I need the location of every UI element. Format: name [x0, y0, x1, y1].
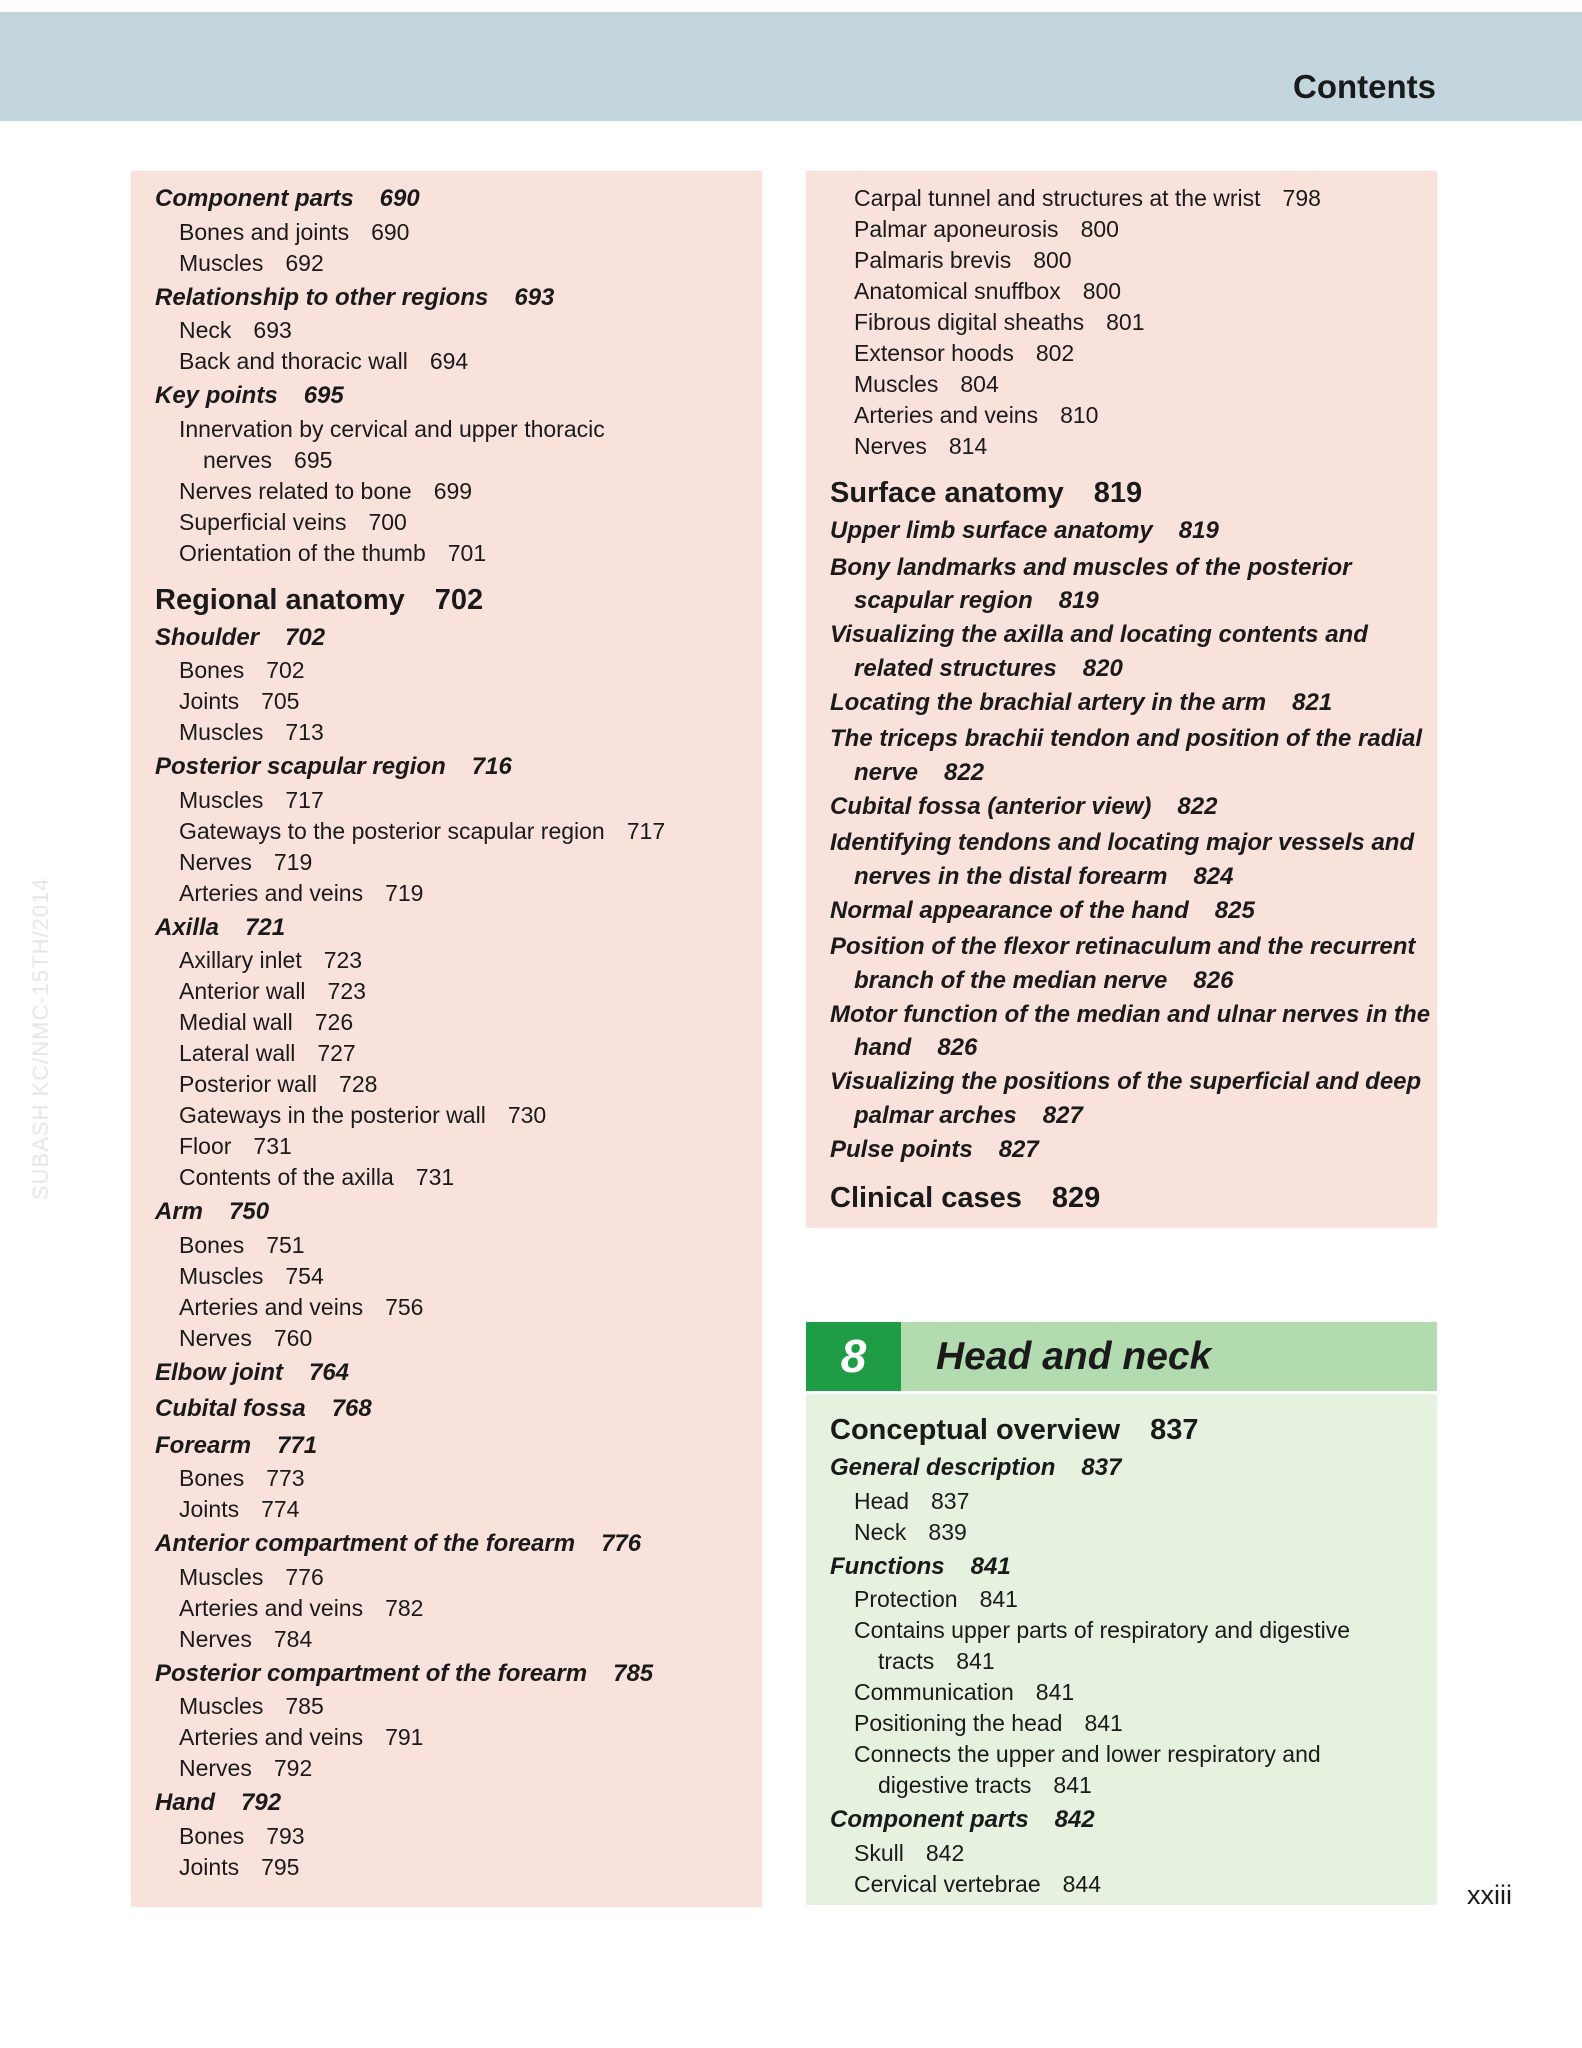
toc-page-number: 795 — [261, 1853, 300, 1880]
toc-page-number: 702 — [285, 623, 326, 651]
toc-section-heading — [830, 475, 1142, 511]
toc-entry-title: hand — [854, 1034, 912, 1061]
toc-page-number: 694 — [429, 348, 469, 374]
toc-entry — [155, 1787, 281, 1818]
toc-subentry — [854, 1838, 964, 1869]
toc-entry-title: Identifying tendons and locating major vessels and — [830, 829, 1415, 856]
toc-entry-title: Conceptual overview — [830, 1414, 1121, 1446]
toc-entry-title: Arteries and veins — [179, 879, 364, 906]
toc-entry-title: Connects the upper and lower respiratory and — [854, 1741, 1321, 1767]
toc-page-number: 841 — [1035, 1679, 1075, 1705]
toc-entry-title: Locating the brachial artery in the arm — [830, 688, 1267, 716]
toc-entry — [155, 1196, 269, 1227]
toc-subentry — [854, 369, 999, 400]
toc-page-number: 842 — [1054, 1806, 1095, 1833]
toc-page-number: 723 — [327, 978, 366, 1004]
page-title: Contents — [1293, 68, 1436, 105]
toc-subentry — [179, 1562, 324, 1593]
toc-page-number: 728 — [339, 1071, 378, 1097]
toc-page-number: 814 — [948, 433, 988, 459]
toc-subentry — [179, 1852, 299, 1883]
toc-page-number: 841 — [956, 1648, 995, 1674]
toc-page-number: 713 — [285, 719, 324, 745]
toc-subentry — [854, 1677, 1074, 1708]
toc-entry-title: Communication — [854, 1679, 1014, 1705]
toc-page-number: 719 — [273, 848, 313, 875]
toc-entry-title: Gateways to the posterior scapular region — [179, 817, 605, 844]
toc-subentry — [179, 248, 324, 279]
toc-entry — [830, 931, 1415, 962]
toc-entry-title: Bones — [179, 657, 245, 683]
toc-subentry — [878, 1770, 1092, 1801]
toc-entry-title: Protection — [854, 1586, 958, 1612]
toc-subentry — [179, 476, 472, 507]
toc-entry — [854, 1100, 1083, 1131]
toc-entry-title: Skull — [854, 1839, 904, 1866]
toc-page-number: 792 — [273, 1755, 313, 1781]
toc-subentry — [179, 945, 362, 976]
toc-entry-title: Muscles — [179, 1262, 264, 1289]
toc-page-number: 802 — [1035, 340, 1075, 366]
toc-entry-title: Arteries and veins — [179, 1594, 364, 1621]
toc-entry-title: palmar arches — [854, 1101, 1017, 1129]
toc-page-number: 705 — [261, 688, 300, 714]
toc-entry-title: Fibrous digital sheaths — [854, 309, 1085, 335]
toc-page-number: 827 — [1042, 1101, 1083, 1129]
toc-entry-title: The triceps brachii tendon and position of the radial — [830, 725, 1423, 752]
toc-entry-title: nerve — [854, 758, 919, 786]
toc-subentry — [179, 847, 312, 878]
toc-page-number: 695 — [303, 382, 344, 409]
toc-page-number: 837 — [1081, 1454, 1122, 1481]
toc-entry-title: Arteries and veins — [854, 402, 1039, 428]
toc-entry-title: branch of the median nerve — [854, 966, 1168, 994]
toc-subentry — [179, 1069, 377, 1100]
toc-entry-title: Muscles — [179, 786, 264, 813]
toc-entry-title: Arteries and veins — [179, 1724, 364, 1750]
toc-entry — [155, 1430, 317, 1461]
toc-page-number: 774 — [261, 1496, 300, 1522]
toc-page-number: 717 — [285, 786, 324, 813]
toc-entry-title: Anterior compartment of the forearm — [155, 1530, 576, 1557]
toc-entry-title: scapular region — [854, 587, 1033, 614]
toc-entry-title: Visualizing the axilla and locating contents and — [830, 621, 1368, 648]
toc-entry-title: Pulse points — [830, 1135, 973, 1163]
toc-entry-title: Upper limb surface anatomy — [830, 517, 1153, 544]
toc-page-number: 819 — [1093, 477, 1143, 509]
toc-entry-title: Nerves related to bone — [179, 477, 412, 504]
toc-page-number: 820 — [1082, 654, 1123, 682]
toc-subentry — [854, 1517, 967, 1548]
toc-subentry — [179, 1722, 423, 1753]
toc-entry-title: Cubital fossa — [155, 1395, 306, 1422]
toc-page-number: 800 — [1033, 247, 1072, 273]
toc-subentry — [854, 1615, 1350, 1646]
toc-entry-title: Neck — [854, 1518, 907, 1545]
toc-entry-title: Component parts — [155, 185, 354, 212]
toc-subentry — [878, 1646, 995, 1677]
toc-subentry — [854, 276, 1121, 307]
toc-entry — [830, 1134, 1039, 1165]
toc-page-number: 731 — [415, 1164, 455, 1190]
toc-page-number: 822 — [1177, 792, 1218, 820]
toc-page-number: 800 — [1082, 278, 1122, 304]
toc-page-number: 841 — [1053, 1772, 1092, 1798]
toc-entry — [155, 183, 420, 214]
toc-subentry — [179, 1131, 292, 1162]
toc-subentry — [179, 507, 407, 538]
toc-page-number: 702 — [266, 657, 305, 683]
toc-entry-title: Carpal tunnel and structures at the wrist — [854, 185, 1261, 211]
toc-page-number: 716 — [471, 753, 512, 780]
toc-page-number: 784 — [273, 1625, 313, 1652]
toc-subentry — [179, 1593, 423, 1624]
toc-page-number: 731 — [253, 1133, 292, 1159]
toc-subentry — [179, 538, 486, 569]
toc-entry-title: Key points — [155, 382, 278, 409]
toc-entry-title: Component parts — [830, 1806, 1029, 1833]
toc-entry-title: Medial wall — [179, 1009, 293, 1035]
page-number: xxiii — [1467, 1880, 1512, 1910]
toc-page-number: 842 — [925, 1839, 965, 1866]
toc-subentry — [179, 686, 299, 717]
toc-subentry — [854, 1869, 1101, 1900]
toc-page-number: 824 — [1193, 862, 1234, 890]
toc-subentry — [854, 400, 1098, 431]
toc-entry-title: Bony landmarks and muscles of the posterior — [830, 553, 1352, 581]
toc-subentry — [179, 976, 366, 1007]
toc-page-number: 793 — [266, 1822, 305, 1849]
toc-page-number: 837 — [930, 1487, 970, 1514]
toc-page-number: 776 — [601, 1530, 642, 1557]
toc-subentry — [854, 1584, 1018, 1615]
toc-page-number: 826 — [937, 1034, 978, 1061]
toc-page-number: 792 — [241, 1789, 282, 1816]
toc-subentry — [179, 655, 305, 686]
toc-subentry — [179, 217, 409, 248]
toc-subentry — [179, 1038, 356, 1069]
toc-entry-title: Bones — [179, 1231, 245, 1258]
toc-entry — [854, 585, 1099, 616]
toc-entry-title: Superficial veins — [179, 508, 347, 535]
toc-page-number: 699 — [433, 477, 473, 504]
toc-entry-title: digestive tracts — [878, 1772, 1032, 1798]
toc-entry-title: Bones — [179, 1822, 245, 1849]
toc-page-number: 771 — [277, 1431, 318, 1459]
toc-subentry — [179, 1162, 454, 1193]
toc-page-number: 754 — [285, 1262, 324, 1289]
toc-page-number: 773 — [266, 1465, 305, 1491]
toc-entry — [830, 619, 1368, 650]
toc-page-number: 839 — [928, 1518, 967, 1545]
toc-entry-title: Lateral wall — [179, 1040, 296, 1066]
toc-subentry — [179, 1007, 353, 1038]
toc-page-number: 719 — [385, 879, 424, 906]
toc-subentry — [179, 1753, 312, 1784]
toc-subentry — [179, 315, 292, 346]
toc-page-number: 776 — [285, 1563, 324, 1590]
toc-subentry — [179, 1100, 546, 1131]
toc-entry-title: Floor — [179, 1133, 232, 1159]
toc-entry-title: Axillary inlet — [179, 947, 302, 973]
toc-entry-title: Shoulder — [155, 623, 260, 651]
toc-page-number: 700 — [368, 508, 407, 535]
toc-page-number: 693 — [253, 317, 292, 343]
toc-entry-title: Functions — [830, 1552, 945, 1580]
toc-entry — [830, 1452, 1121, 1483]
toc-page-number: 819 — [1058, 587, 1099, 614]
toc-page-number: 695 — [294, 446, 333, 473]
header-band — [0, 12, 1582, 121]
toc-section-heading — [155, 582, 483, 618]
toc-entry-title: Motor function of the median and ulnar nerves in the — [830, 1000, 1431, 1028]
toc-entry — [155, 751, 512, 782]
toc-entry-title: Positioning the head — [854, 1710, 1063, 1736]
toc-entry-title: Hand — [155, 1789, 215, 1816]
toc-page-number: 756 — [385, 1293, 424, 1320]
toc-entry-title: Normal appearance of the hand — [830, 896, 1189, 924]
toc-page-number: 751 — [266, 1231, 305, 1258]
toc-page-number: 690 — [379, 185, 420, 212]
toc-entry-title: Contains upper parts of respiratory and digestive — [854, 1617, 1351, 1643]
toc-entry-title: Palmaris brevis — [854, 247, 1012, 273]
toc-entry-title: Palmar aponeurosis — [854, 216, 1059, 242]
toc-page-number: 825 — [1214, 896, 1255, 924]
toc-entry — [854, 1032, 977, 1063]
toc-entry-title: nerves in the distal forearm — [854, 862, 1168, 890]
toc-page-number: 690 — [371, 218, 410, 245]
toc-entry-title: Joints — [179, 1853, 240, 1880]
toc-subentry — [179, 1261, 324, 1292]
toc-entry-title: Axilla — [155, 913, 220, 941]
toc-entry-title: Posterior compartment of the forearm — [155, 1659, 588, 1687]
toc-subentry — [854, 214, 1119, 245]
toc-entry-title: Nerves — [179, 1324, 252, 1351]
toc-entry-title: Arm — [155, 1198, 204, 1225]
toc-entry-title: Nerves — [179, 1755, 252, 1781]
toc-section-heading — [830, 1180, 1100, 1216]
toc-entry-title: Visualizing the positions of the superficial and deep — [830, 1068, 1422, 1095]
toc-entry-title: General description — [830, 1454, 1056, 1481]
toc-page-number: 785 — [285, 1693, 324, 1719]
toc-page-number: 801 — [1106, 309, 1145, 335]
toc-subentry — [854, 338, 1074, 369]
toc-subentry — [179, 1292, 423, 1323]
toc-entry-title: Muscles — [179, 249, 264, 276]
toc-entry-title: Forearm — [155, 1431, 252, 1459]
toc-entry — [155, 282, 554, 313]
toc-entry — [155, 1528, 641, 1559]
toc-page-number: 730 — [507, 1102, 547, 1128]
toc-entry-title: Relationship to other regions — [155, 283, 489, 311]
toc-page-number: 721 — [245, 913, 286, 941]
toc-entry-title: related structures — [854, 654, 1057, 682]
toc-subentry — [179, 1624, 312, 1655]
left-contents-panel — [131, 171, 762, 1907]
toc-entry-title: Nerves — [179, 1625, 252, 1652]
right-contents-panel — [806, 171, 1437, 1228]
toc-entry — [830, 827, 1414, 858]
toc-entry-title: Extensor hoods — [854, 340, 1014, 366]
toc-subentry — [854, 1739, 1321, 1770]
toc-entry-title: Posterior wall — [179, 1071, 318, 1097]
toc-entry-title: Surface anatomy — [830, 477, 1064, 509]
toc-page-number: 800 — [1080, 216, 1119, 242]
toc-entry — [830, 1804, 1095, 1835]
toc-page-number: 841 — [979, 1586, 1018, 1612]
toc-subentry — [179, 1494, 299, 1525]
toc-entry — [155, 1357, 349, 1388]
toc-subentry — [179, 878, 423, 909]
toc-page-number: 826 — [1193, 966, 1234, 994]
toc-entry — [155, 1658, 653, 1689]
toc-entry — [155, 380, 344, 411]
toc-page-number: 822 — [944, 758, 985, 786]
toc-entry-title: Back and thoracic wall — [179, 348, 408, 374]
toc-entry — [830, 687, 1332, 718]
toc-entry-title: Muscles — [179, 1563, 264, 1590]
toc-page-number: 726 — [314, 1009, 354, 1035]
watermark: SUBASH KC/NMC-15TH/2014 — [28, 877, 53, 1200]
toc-page-number: 791 — [385, 1724, 424, 1750]
toc-entry — [155, 912, 285, 943]
toc-entry-title: Position of the flexor retinaculum and the recurrent — [830, 933, 1416, 960]
toc-subentry — [179, 1323, 312, 1354]
toc-entry — [830, 515, 1219, 546]
toc-page-number: 821 — [1292, 688, 1333, 716]
chapter-title: Head and neck — [936, 1335, 1212, 1378]
toc-entry-title: Bones — [179, 1465, 245, 1491]
toc-entry — [155, 622, 325, 653]
toc-subentry — [854, 1708, 1123, 1739]
toc-subentry — [203, 445, 332, 476]
toc-entry-title: Anatomical snuffbox — [854, 278, 1061, 304]
toc-entry-title: Innervation by cervical and upper thoracic — [179, 415, 605, 442]
toc-entry-title: Posterior scapular region — [155, 753, 446, 780]
toc-subentry — [179, 346, 468, 377]
toc-entry — [830, 1551, 1011, 1582]
toc-entry — [854, 757, 984, 788]
toc-page-number: 829 — [1051, 1182, 1101, 1214]
toc-entry-title: Neck — [179, 317, 232, 343]
toc-subentry — [179, 717, 324, 748]
toc-page-number: 760 — [273, 1324, 313, 1351]
toc-subentry — [179, 414, 605, 445]
toc-page-number: 702 — [434, 583, 484, 616]
toc-page-number: 750 — [229, 1198, 270, 1225]
toc-entry-title: Elbow joint — [155, 1358, 283, 1386]
toc-entry-title: Joints — [179, 1496, 240, 1522]
toc-entry-title: Nerves — [854, 433, 927, 459]
toc-entry-title: Cubital fossa (anterior view) — [830, 792, 1152, 820]
chapter-number: 8 — [806, 1322, 901, 1391]
toc-entry-title: Anterior wall — [179, 978, 306, 1004]
toc-entry — [830, 999, 1430, 1030]
toc-entry — [854, 861, 1234, 892]
toc-page-number: 693 — [514, 283, 555, 311]
toc-page-number: 701 — [447, 539, 487, 566]
toc-page-number: 723 — [323, 947, 363, 973]
toc-subentry — [854, 431, 987, 462]
toc-page-number: 804 — [960, 371, 999, 397]
toc-entry-title: Muscles — [854, 371, 939, 397]
toc-page-number: 827 — [998, 1135, 1039, 1163]
toc-entry — [830, 1066, 1421, 1097]
toc-page-number: 692 — [285, 249, 324, 276]
toc-page-number: 819 — [1178, 517, 1219, 544]
toc-entry-title: nerves — [203, 446, 273, 473]
toc-page-number: 844 — [1062, 1870, 1102, 1897]
chapter-contents-panel — [806, 1394, 1437, 1905]
toc-subentry — [179, 785, 324, 816]
toc-entry-title: Orientation of the thumb — [179, 539, 426, 566]
toc-page-number: 841 — [1084, 1710, 1123, 1736]
toc-entry — [854, 965, 1233, 996]
toc-entry-title: tracts — [878, 1648, 935, 1674]
toc-entry-title: Clinical cases — [830, 1182, 1022, 1214]
toc-subentry — [854, 183, 1321, 214]
toc-entry — [830, 552, 1351, 583]
toc-entry-title: Nerves — [179, 848, 252, 875]
toc-entry — [830, 791, 1217, 822]
toc-entry-title: Contents of the axilla — [179, 1164, 394, 1190]
toc-page-number: 837 — [1150, 1414, 1199, 1446]
toc-page-number: 810 — [1060, 402, 1099, 428]
toc-entry-title: Muscles — [179, 719, 264, 745]
toc-subentry — [179, 1821, 305, 1852]
chapter-heading — [806, 1322, 1437, 1391]
toc-entry-title: Muscles — [179, 1693, 264, 1719]
toc-page-number: 717 — [626, 817, 666, 844]
toc-page-number: 798 — [1282, 185, 1321, 211]
toc-entry-title: Cervical vertebrae — [854, 1870, 1041, 1897]
toc-entry-title: Regional anatomy — [155, 583, 405, 616]
toc-subentry — [179, 1230, 305, 1261]
toc-page-number: 782 — [385, 1594, 424, 1621]
toc-subentry — [179, 1691, 324, 1722]
toc-subentry — [179, 816, 665, 847]
toc-entry-title: Gateways in the posterior wall — [179, 1102, 486, 1128]
toc-subentry — [854, 1486, 969, 1517]
toc-entry-title: Head — [854, 1487, 909, 1514]
toc-subentry — [854, 307, 1145, 338]
toc-entry-title: Arteries and veins — [179, 1293, 364, 1320]
toc-entry-title: Joints — [179, 688, 240, 714]
toc-subentry — [179, 1463, 305, 1494]
toc-page-number: 785 — [613, 1659, 654, 1687]
toc-page-number: 727 — [317, 1040, 356, 1066]
toc-entry — [854, 653, 1123, 684]
toc-entry — [155, 1393, 372, 1424]
toc-subentry — [854, 245, 1072, 276]
toc-page-number: 764 — [308, 1358, 350, 1386]
toc-page-number: 841 — [970, 1552, 1011, 1580]
toc-entry — [830, 723, 1422, 754]
toc-entry — [830, 895, 1255, 926]
toc-page-number: 768 — [331, 1395, 372, 1422]
toc-section-heading — [830, 1412, 1198, 1448]
toc-entry-title: Bones and joints — [179, 218, 350, 245]
